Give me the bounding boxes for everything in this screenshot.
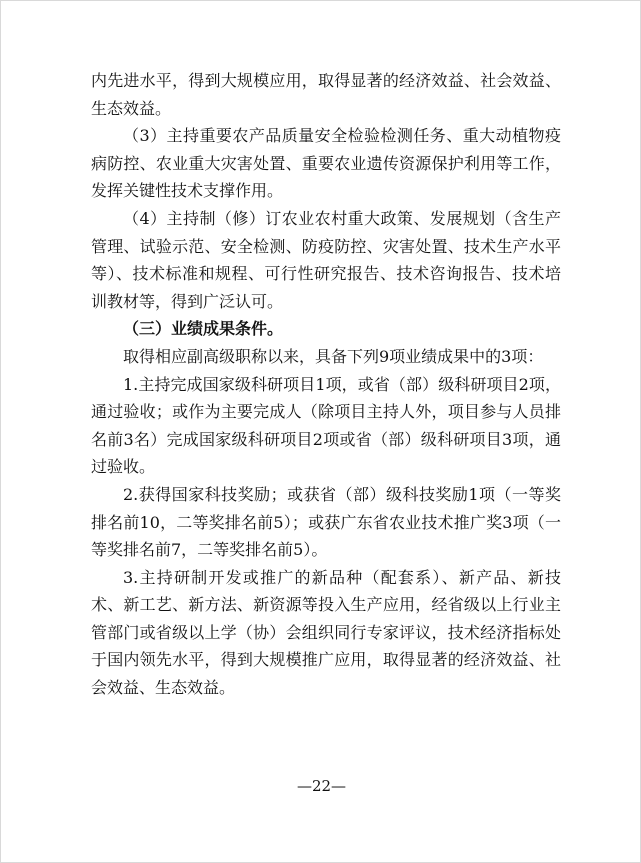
paragraph-condition-2: 2.获得国家科技奖励；或获省（部）级科技奖励1项（一等奖排名前10，二等奖排名前5）；或获广东省农业技术推广奖3项（一等奖排名前7，二等奖排名前5）。	[91, 484, 561, 560]
section-heading: （三）业绩成果条件。	[123, 319, 284, 339]
paragraph-item-4: （4）主持制（修）订农业农村重大政策、发展规划（含生产管理、试验示范、安全检测、防疫防控、灾害处置、技术生产水平等）、技术标准和规程、可行性研究报告、技术咨询报告、技术培训教材等，得到广泛认可。	[91, 208, 561, 311]
document-body	[91, 67, 561, 702]
paragraph-item-3: （3）主持重要农产品质量安全检验检测任务、重大动植物疫病防控、农业重大灾害处置、重要农业遗传资源保护利用等工作，发挥关键性技术支撑作用。	[91, 126, 561, 201]
paragraph-condition-3: 3.主持研制开发或推广的新品种（配套系）、新产品、新技术、新工艺、新方法、新资源等投入生产应用，经省级以上行业主管部门或省级以上学（协）会组织同行专家评议，技术经济指标处于国内领先水平，得到大规模推广应用，取得显著的经济效益、社会效益、生态效益。	[91, 567, 561, 698]
paragraph-continuation: 内先进水平，得到大规模应用，取得显著的经济效益、社会效益、生态效益。	[91, 71, 561, 118]
page-number: —22—	[296, 777, 347, 795]
paragraph-condition-1: 1.主持完成国家级科研项目1项，或省（部）级科研项目2项，通过验收；或作为主要完成人（除项目主持人外，项目参与人员排名前3名）完成国家级科研项目2项或省（部）级科研项目3项，通过验收。	[91, 374, 561, 477]
paragraph-intro: 取得相应副高级职称以来，具备下列9项业绩成果中的3项：	[123, 346, 544, 366]
